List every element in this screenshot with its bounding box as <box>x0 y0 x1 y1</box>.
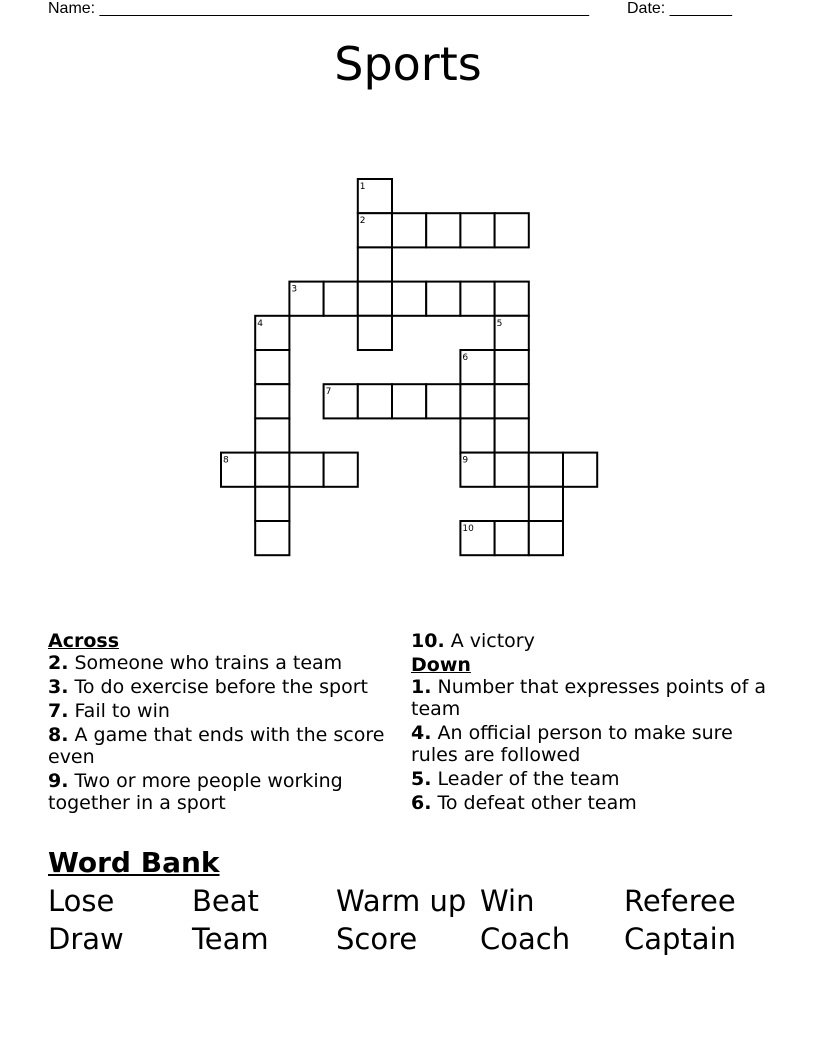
grid-cell[interactable] <box>529 487 563 521</box>
clue-text: To defeat other team <box>437 792 637 814</box>
clue-text: Two or more people working together in a sport <box>48 770 343 814</box>
grid-cell[interactable] <box>392 384 426 418</box>
clue-down-5 <box>411 768 771 790</box>
grid-cell[interactable] <box>426 213 460 247</box>
clue-down-6 <box>411 792 771 814</box>
grid-cell[interactable] <box>358 282 392 316</box>
clue-number: 5. <box>411 768 432 790</box>
word-bank-title: Word Bank <box>48 846 220 879</box>
grid-cell[interactable] <box>358 247 392 281</box>
cell-number: 9 <box>462 455 469 466</box>
grid-cell[interactable] <box>495 213 529 247</box>
word-bank <box>48 882 768 958</box>
grid-cell[interactable] <box>529 521 563 555</box>
clue-number: 9. <box>48 770 69 792</box>
clue-across-9 <box>48 770 393 814</box>
clue-text: A game that ends with the score even <box>48 724 385 768</box>
clue-number: 10. <box>411 630 445 652</box>
date-field-label[interactable]: Date: _______ <box>627 0 732 17</box>
clue-down-4 <box>411 722 771 766</box>
grid-cell[interactable] <box>358 384 392 418</box>
grid-cell[interactable] <box>529 453 563 487</box>
clue-number: 1. <box>411 676 432 698</box>
down-clues <box>411 630 771 816</box>
clue-text: Fail to win <box>74 700 170 722</box>
across-clues <box>48 630 393 816</box>
grid-cell[interactable] <box>255 487 289 521</box>
cell-number: 1 <box>359 182 366 192</box>
grid-cell[interactable] <box>426 282 460 316</box>
word-bank-item: Score <box>336 922 418 956</box>
grid-cell[interactable] <box>358 316 392 350</box>
clue-across-3 <box>48 676 393 698</box>
clue-text: Someone who trains a team <box>74 652 343 674</box>
grid-cell[interactable] <box>255 418 289 452</box>
name-field-label[interactable]: Name: _______________________________________________________ <box>48 0 589 17</box>
clue-text: To do exercise before the sport <box>74 676 368 698</box>
down-heading: Down <box>411 654 471 676</box>
word-bank-item: Coach <box>480 922 571 956</box>
clue-text: An official person to make sure rules are followed <box>411 722 733 766</box>
grid-cell[interactable] <box>426 384 460 418</box>
clue-down-1 <box>411 676 771 720</box>
clue-text: Leader of the team <box>437 768 620 790</box>
clue-number: 4. <box>411 722 432 744</box>
cell-number: 3 <box>291 284 298 295</box>
cell-number: 5 <box>496 318 503 329</box>
cell-number: 10 <box>462 524 474 534</box>
grid-cell[interactable] <box>495 521 529 555</box>
word-bank-item: Beat <box>192 884 259 918</box>
grid-cell[interactable] <box>392 213 426 247</box>
page-title: Sports <box>334 37 482 91</box>
clue-across-2 <box>48 652 393 674</box>
clue-number: 8. <box>48 724 69 746</box>
cell-number: 2 <box>359 216 366 227</box>
grid-cell[interactable] <box>255 350 289 384</box>
grid-cell[interactable] <box>255 521 289 555</box>
cell-number: 6 <box>462 353 469 363</box>
clue-number: 2. <box>48 652 69 674</box>
grid-cell[interactable] <box>495 453 529 487</box>
clue-across-8 <box>48 724 393 768</box>
clue-text: Number that expresses points of a team <box>411 676 767 720</box>
grid-cell[interactable] <box>563 453 597 487</box>
clue-number: 7. <box>48 700 69 722</box>
grid-cell[interactable] <box>324 453 358 487</box>
grid-cell[interactable] <box>495 418 529 452</box>
grid-cell[interactable] <box>289 453 323 487</box>
grid-cell[interactable] <box>255 384 289 418</box>
grid-cell[interactable] <box>255 453 289 487</box>
across-heading: Across <box>48 630 120 652</box>
grid-cell[interactable] <box>324 282 358 316</box>
word-bank-item: Win <box>480 884 535 918</box>
grid-cell[interactable] <box>495 350 529 384</box>
word-bank-item: Team <box>192 922 269 956</box>
grid-cell[interactable] <box>460 213 494 247</box>
grid-cell[interactable] <box>495 384 529 418</box>
grid-cell[interactable] <box>460 384 494 418</box>
clue-number: 3. <box>48 676 69 698</box>
grid-cell[interactable] <box>460 418 494 452</box>
word-bank-item: Referee <box>624 884 736 918</box>
clue-number: 6. <box>411 792 432 814</box>
cell-number: 4 <box>257 318 263 329</box>
clue-across-7 <box>48 700 393 722</box>
word-bank-item: Lose <box>48 884 115 918</box>
cell-number: 8 <box>223 455 229 466</box>
clue-across-10 <box>411 630 771 652</box>
word-bank-item: Warm up <box>336 884 467 918</box>
cell-number: 7 <box>325 387 332 398</box>
grid-cell[interactable] <box>460 282 494 316</box>
grid-cell[interactable] <box>392 282 426 316</box>
clue-text: A victory <box>450 630 535 652</box>
word-bank-item: Draw <box>48 922 124 956</box>
grid-cell[interactable] <box>495 282 529 316</box>
word-bank-item: Captain <box>624 922 737 956</box>
